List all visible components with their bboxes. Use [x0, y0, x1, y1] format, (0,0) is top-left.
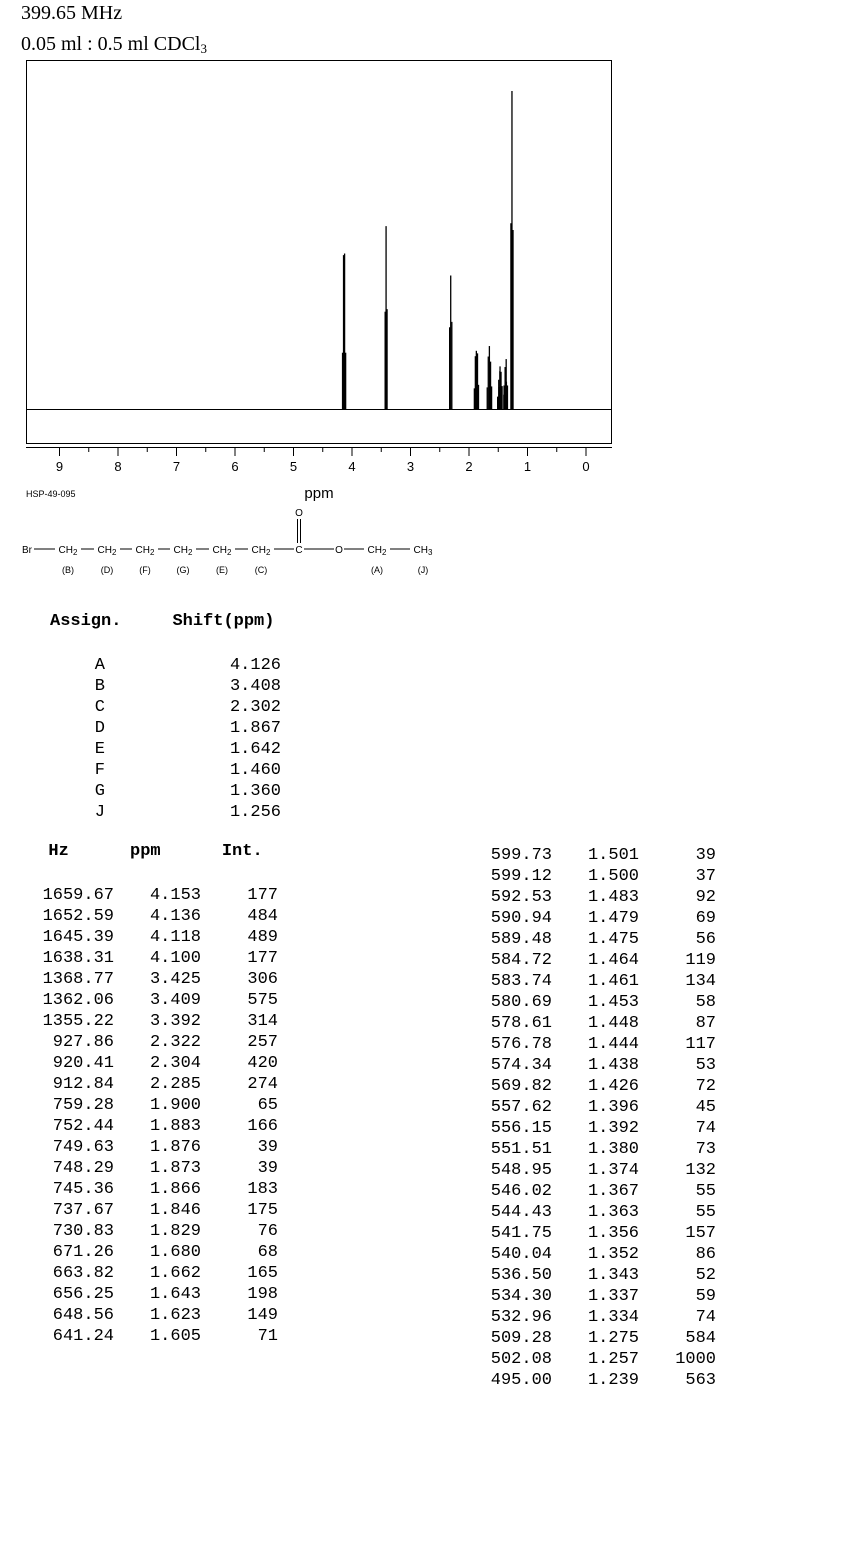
peak-row — [466, 1328, 716, 1349]
peak-int-cell: 177 — [247, 886, 278, 905]
peak-int-cell: 86 — [695, 1245, 716, 1264]
ch2-group-d: $CH_2$ — [97, 545, 117, 557]
peak-int-cell: 69 — [695, 909, 716, 928]
peak-ppm-cell: 1.479 — [587, 909, 639, 928]
peak-hz-cell: 541.75 — [490, 1224, 552, 1243]
peak-hz-cell: 641.24 — [52, 1327, 114, 1346]
peak-hz-cell: 574.34 — [490, 1056, 552, 1075]
assignment-label: A — [94, 656, 105, 675]
x-tick-label: 0 — [582, 459, 590, 474]
peak-row — [28, 1284, 278, 1305]
peak-int-cell: 183 — [247, 1180, 278, 1199]
peak-hz-cell: 532.96 — [490, 1308, 552, 1327]
peak-row — [466, 971, 716, 992]
peak-row — [466, 1139, 716, 1160]
peak-row — [466, 1055, 716, 1076]
sample-concentration-text: 0.05 ml : 0.5 ml CDCl — [21, 33, 201, 55]
peak-ppm-cell: 4.136 — [149, 907, 201, 926]
peak-hz-cell: 592.53 — [490, 888, 552, 907]
peak-hz-cell: 927.86 — [52, 1033, 114, 1052]
assignment-row — [50, 760, 281, 781]
ch2-group-c: $CH_2$ — [251, 545, 271, 557]
peak-ppm-cell: 1.257 — [587, 1350, 639, 1369]
peak-int-cell: 175 — [247, 1201, 278, 1220]
peak-row — [466, 929, 716, 950]
peak-hz-cell: 663.82 — [52, 1264, 114, 1283]
peak-row — [466, 1013, 716, 1034]
peak-row — [466, 1286, 716, 1307]
peak-int-cell: 314 — [247, 1012, 278, 1031]
peak-ppm-cell: 1.343 — [587, 1266, 639, 1285]
peak-int-cell: 65 — [257, 1096, 278, 1115]
peak-ppm-cell: 1.396 — [587, 1098, 639, 1117]
peak-int-cell: 134 — [685, 972, 716, 991]
peak-row — [466, 950, 716, 971]
peak-hz-cell: 737.67 — [52, 1201, 114, 1220]
assignment-shift: 1.360 — [229, 782, 281, 801]
peak-ppm-cell: 1.444 — [587, 1035, 639, 1054]
assignment-shift: 1.256 — [229, 803, 281, 822]
ch2-group-a: $CH_2$ — [367, 545, 387, 557]
peak-int-cell: 274 — [247, 1075, 278, 1094]
peak-int-cell: 132 — [685, 1161, 716, 1180]
peak-row — [466, 1223, 716, 1244]
assignment-label: D — [94, 719, 105, 738]
peak-ppm-cell: 1.680 — [149, 1243, 201, 1262]
peak-hz-cell: 557.62 — [490, 1098, 552, 1117]
peak-ppm-cell: 3.392 — [149, 1012, 201, 1031]
x-tick-label: 2 — [465, 459, 473, 474]
peak-ppm-cell: 1.483 — [587, 888, 639, 907]
peak-ppm-cell: 2.285 — [149, 1075, 201, 1094]
assignment-label: G — [94, 782, 105, 801]
peak-int-cell: 39 — [257, 1138, 278, 1157]
assignment-label: F — [94, 761, 105, 780]
peak-ppm-cell: 1.900 — [149, 1096, 201, 1115]
peak-row — [466, 1097, 716, 1118]
peak-int-cell: 73 — [695, 1140, 716, 1159]
peak-int-cell: 56 — [695, 930, 716, 949]
peak-int-cell: 37 — [695, 867, 716, 886]
peak-row — [466, 1076, 716, 1097]
peak-int-cell: 198 — [247, 1285, 278, 1304]
peak-ppm-cell: 1.475 — [587, 930, 639, 949]
assignment-shift: 4.126 — [229, 656, 281, 675]
peak-hz-cell: 671.26 — [52, 1243, 114, 1262]
peak-row — [466, 908, 716, 929]
position-label: (A) — [371, 565, 383, 575]
peak-int-cell: 71 — [257, 1327, 278, 1346]
peak-hz-cell: 745.36 — [52, 1180, 114, 1199]
peak-int-cell: 45 — [695, 1098, 716, 1117]
peak-int-cell: 420 — [247, 1054, 278, 1073]
peak-int-cell: 157 — [685, 1224, 716, 1243]
ch2-group-f: $CH_2$ — [135, 545, 155, 557]
peak-hz-cell: 546.02 — [490, 1182, 552, 1201]
peak-ppm-cell: 1.464 — [587, 951, 639, 970]
peak-int-cell: 563 — [685, 1371, 716, 1390]
peak-row — [28, 1263, 278, 1284]
peak-row — [466, 1370, 716, 1391]
peak-ppm-cell: 1.239 — [587, 1371, 639, 1390]
assignment-label: B — [94, 677, 105, 696]
peak-int-cell: 39 — [695, 846, 716, 865]
peak-row — [28, 1242, 278, 1263]
peak-int-cell: 306 — [247, 970, 278, 989]
x-tick-label: 4 — [348, 459, 356, 474]
peak-hz-cell: 1645.39 — [42, 928, 114, 947]
peak-row — [466, 887, 716, 908]
peak-ppm-cell: 1.392 — [587, 1119, 639, 1138]
peak-row — [28, 906, 278, 927]
peak-row — [466, 866, 716, 887]
ch2-group-e: $CH_2$ — [212, 545, 232, 557]
peak-ppm-cell: 1.363 — [587, 1203, 639, 1222]
peak-ppm-cell: 1.829 — [149, 1222, 201, 1241]
peak-ppm-cell: 1.500 — [587, 867, 639, 886]
peak-ppm-cell: 1.873 — [149, 1159, 201, 1178]
peak-int-cell: 119 — [685, 951, 716, 970]
x-tick-label: 9 — [55, 459, 64, 474]
x-tick-label: 5 — [289, 459, 298, 474]
peak-int-cell: 74 — [695, 1119, 716, 1138]
sample-code: HSP-49-095 — [26, 489, 76, 499]
peak-int-cell: 53 — [695, 1056, 716, 1075]
assignment-label: E — [94, 740, 105, 759]
peak-row — [28, 885, 278, 906]
peak-row — [466, 1034, 716, 1055]
peak-row — [28, 1032, 278, 1053]
hz-column-header: Hz — [48, 842, 69, 861]
peak-row — [28, 927, 278, 948]
ester-oxygen: O — [335, 545, 343, 556]
assignment-row — [50, 676, 281, 697]
peak-ppm-cell: 1.461 — [587, 972, 639, 991]
peak-row — [28, 1158, 278, 1179]
peak-row — [466, 1349, 716, 1370]
peak-int-cell: 117 — [685, 1035, 716, 1054]
peak-row — [28, 1053, 278, 1074]
bromine-atom: Br — [22, 545, 32, 556]
peak-hz-cell: 544.43 — [490, 1203, 552, 1222]
peak-hz-cell: 569.82 — [490, 1077, 552, 1096]
peak-hz-cell: 1638.31 — [42, 949, 114, 968]
assignment-shift: 1.642 — [229, 740, 281, 759]
peak-int-cell: 39 — [257, 1159, 278, 1178]
peak-hz-cell: 534.30 — [490, 1287, 552, 1306]
peak-hz-cell: 509.28 — [490, 1329, 552, 1348]
position-label: (J) — [417, 565, 429, 575]
x-tick-label: 1 — [523, 459, 532, 474]
carbonyl-oxygen: O — [295, 508, 303, 519]
ppm-column-header: ppm — [130, 842, 161, 861]
peak-hz-cell: 540.04 — [490, 1245, 552, 1264]
peak-hz-cell: 589.48 — [490, 930, 552, 949]
peak-int-cell: 59 — [695, 1287, 716, 1306]
peak-ppm-cell: 1.501 — [587, 846, 639, 865]
peak-ppm-cell: 4.118 — [149, 928, 201, 947]
peak-hz-cell: 752.44 — [52, 1117, 114, 1136]
peak-ppm-cell: 4.100 — [149, 949, 201, 968]
peak-int-cell: 484 — [247, 907, 278, 926]
peak-row — [28, 1074, 278, 1095]
peak-row — [28, 1116, 278, 1137]
ch2-group-b: $CH_2$ — [58, 545, 78, 557]
peak-ppm-cell: 2.304 — [149, 1054, 201, 1073]
sample-concentration-subscript: 3 — [200, 41, 207, 56]
peak-ppm-cell: 1.643 — [149, 1285, 201, 1304]
peak-hz-cell: 759.28 — [52, 1096, 114, 1115]
peak-hz-cell: 656.25 — [52, 1285, 114, 1304]
assignment-row — [50, 802, 281, 823]
peak-hz-cell: 551.51 — [490, 1140, 552, 1159]
shift-column-header: Shift(ppm) — [172, 612, 275, 631]
peak-row — [28, 1305, 278, 1326]
x-tick-label: 8 — [114, 459, 122, 474]
ch3-group-j: $CH_3$ — [413, 545, 433, 557]
assignment-row — [50, 739, 281, 760]
assignment-label: C — [94, 698, 105, 717]
peak-row — [28, 1137, 278, 1158]
peak-row — [28, 1179, 278, 1200]
assignment-row — [50, 697, 281, 718]
peak-ppm-cell: 4.153 — [149, 886, 201, 905]
x-tick-label: 6 — [231, 459, 239, 474]
peak-ppm-cell: 1.448 — [587, 1014, 639, 1033]
peak-int-cell: 74 — [695, 1308, 716, 1327]
peak-int-cell: 575 — [247, 991, 278, 1010]
peak-hz-cell: 576.78 — [490, 1035, 552, 1054]
peak-row — [28, 990, 278, 1011]
assign-column-header: Assign. — [50, 612, 122, 631]
peak-table-right — [466, 845, 716, 1391]
assignment-shift: 3.408 — [229, 677, 281, 696]
peak-hz-cell: 1659.67 — [42, 886, 114, 905]
peak-row — [466, 1244, 716, 1265]
peak-int-cell: 177 — [247, 949, 278, 968]
peak-int-cell: 257 — [247, 1033, 278, 1052]
peak-row — [28, 1011, 278, 1032]
carbonyl-carbon: C — [295, 545, 303, 556]
peak-hz-cell: 1368.77 — [42, 970, 114, 989]
peak-ppm-cell: 1.337 — [587, 1287, 639, 1306]
position-label: (B) — [62, 565, 74, 575]
peak-int-cell: 87 — [695, 1014, 716, 1033]
assignment-shift: 1.867 — [229, 719, 281, 738]
peak-ppm-cell: 1.846 — [149, 1201, 201, 1220]
peak-row — [28, 948, 278, 969]
peak-hz-cell: 912.84 — [52, 1075, 114, 1094]
peak-ppm-cell: 1.605 — [149, 1327, 201, 1346]
peak-table-header — [28, 842, 263, 861]
x-tick-label: 7 — [172, 459, 181, 474]
assignment-table-header — [50, 612, 274, 631]
assignment-table — [50, 655, 281, 823]
peak-hz-cell: 536.50 — [490, 1266, 552, 1285]
peak-ppm-cell: 3.425 — [149, 970, 201, 989]
peak-ppm-cell: 1.367 — [587, 1182, 639, 1201]
peak-ppm-cell: 1.334 — [587, 1308, 639, 1327]
x-tick-label: 3 — [406, 459, 415, 474]
molecule-structure — [0, 0, 850, 600]
peak-int-cell: 72 — [695, 1077, 716, 1096]
peak-row — [466, 992, 716, 1013]
position-label: (E) — [216, 565, 228, 575]
peak-row — [466, 1202, 716, 1223]
int-column-header: Int. — [221, 842, 263, 861]
assignment-shift: 2.302 — [229, 698, 281, 717]
peak-row — [28, 1221, 278, 1242]
peak-ppm-cell: 3.409 — [149, 991, 201, 1010]
peak-hz-cell: 583.74 — [490, 972, 552, 991]
peak-ppm-cell: 1.352 — [587, 1245, 639, 1264]
peak-ppm-cell: 1.623 — [149, 1306, 201, 1325]
peak-int-cell: 76 — [257, 1222, 278, 1241]
peak-hz-cell: 1652.59 — [42, 907, 114, 926]
assignment-row — [50, 781, 281, 802]
peak-hz-cell: 749.63 — [52, 1138, 114, 1157]
peak-ppm-cell: 1.453 — [587, 993, 639, 1012]
peak-int-cell: 165 — [247, 1264, 278, 1283]
peak-row — [28, 1326, 278, 1347]
assignment-row — [50, 718, 281, 739]
peak-row — [466, 1265, 716, 1286]
peak-hz-cell: 590.94 — [490, 909, 552, 928]
peak-ppm-cell: 1.275 — [587, 1329, 639, 1348]
peak-hz-cell: 730.83 — [52, 1222, 114, 1241]
peak-row — [466, 1118, 716, 1139]
peak-hz-cell: 920.41 — [52, 1054, 114, 1073]
x-axis-label: ppm — [304, 485, 334, 502]
peak-hz-cell: 548.95 — [490, 1161, 552, 1180]
assignment-shift: 1.460 — [229, 761, 281, 780]
peak-int-cell: 68 — [257, 1243, 278, 1262]
peak-hz-cell: 495.00 — [490, 1371, 552, 1390]
peak-ppm-cell: 1.662 — [149, 1264, 201, 1283]
peak-int-cell: 55 — [695, 1203, 716, 1222]
peak-row — [466, 1181, 716, 1202]
peak-row — [28, 969, 278, 990]
peak-ppm-cell: 1.883 — [149, 1117, 201, 1136]
peak-row — [466, 1307, 716, 1328]
position-label: (F) — [139, 565, 151, 575]
peak-hz-cell: 556.15 — [490, 1119, 552, 1138]
peak-hz-cell: 1355.22 — [42, 1012, 114, 1031]
peak-row — [28, 1200, 278, 1221]
peak-row — [466, 845, 716, 866]
assignment-row — [50, 655, 281, 676]
peak-int-cell: 149 — [247, 1306, 278, 1325]
peak-ppm-cell: 2.322 — [149, 1033, 201, 1052]
peak-ppm-cell: 1.374 — [587, 1161, 639, 1180]
peak-ppm-cell: 1.426 — [587, 1077, 639, 1096]
peak-int-cell: 1000 — [675, 1350, 716, 1369]
assignment-label: J — [94, 803, 105, 822]
peak-ppm-cell: 1.438 — [587, 1056, 639, 1075]
ch2-group-g: $CH_2$ — [173, 545, 193, 557]
peak-hz-cell: 1362.06 — [42, 991, 114, 1010]
peak-hz-cell: 580.69 — [490, 993, 552, 1012]
peak-int-cell: 584 — [685, 1329, 716, 1348]
peak-int-cell: 166 — [247, 1117, 278, 1136]
peak-int-cell: 52 — [695, 1266, 716, 1285]
peak-int-cell: 55 — [695, 1182, 716, 1201]
peak-row — [466, 1160, 716, 1181]
position-label: (G) — [176, 565, 190, 575]
peak-hz-cell: 584.72 — [490, 951, 552, 970]
peak-ppm-cell: 1.380 — [587, 1140, 639, 1159]
peak-int-cell: 489 — [247, 928, 278, 947]
peak-hz-cell: 648.56 — [52, 1306, 114, 1325]
peak-table-left — [28, 885, 278, 1347]
peak-hz-cell: 502.08 — [490, 1350, 552, 1369]
position-label: (C) — [254, 565, 268, 575]
peak-hz-cell: 578.61 — [490, 1014, 552, 1033]
peak-hz-cell: 599.73 — [490, 846, 552, 865]
peak-hz-cell: 748.29 — [52, 1159, 114, 1178]
peak-hz-cell: 599.12 — [490, 867, 552, 886]
peak-row — [28, 1095, 278, 1116]
peak-int-cell: 92 — [695, 888, 716, 907]
spectrometer-frequency: 399.65 MHz — [21, 2, 123, 24]
position-label: (D) — [100, 565, 114, 575]
peak-ppm-cell: 1.356 — [587, 1224, 639, 1243]
peak-ppm-cell: 1.866 — [149, 1180, 201, 1199]
peak-int-cell: 58 — [695, 993, 716, 1012]
peak-ppm-cell: 1.876 — [149, 1138, 201, 1157]
